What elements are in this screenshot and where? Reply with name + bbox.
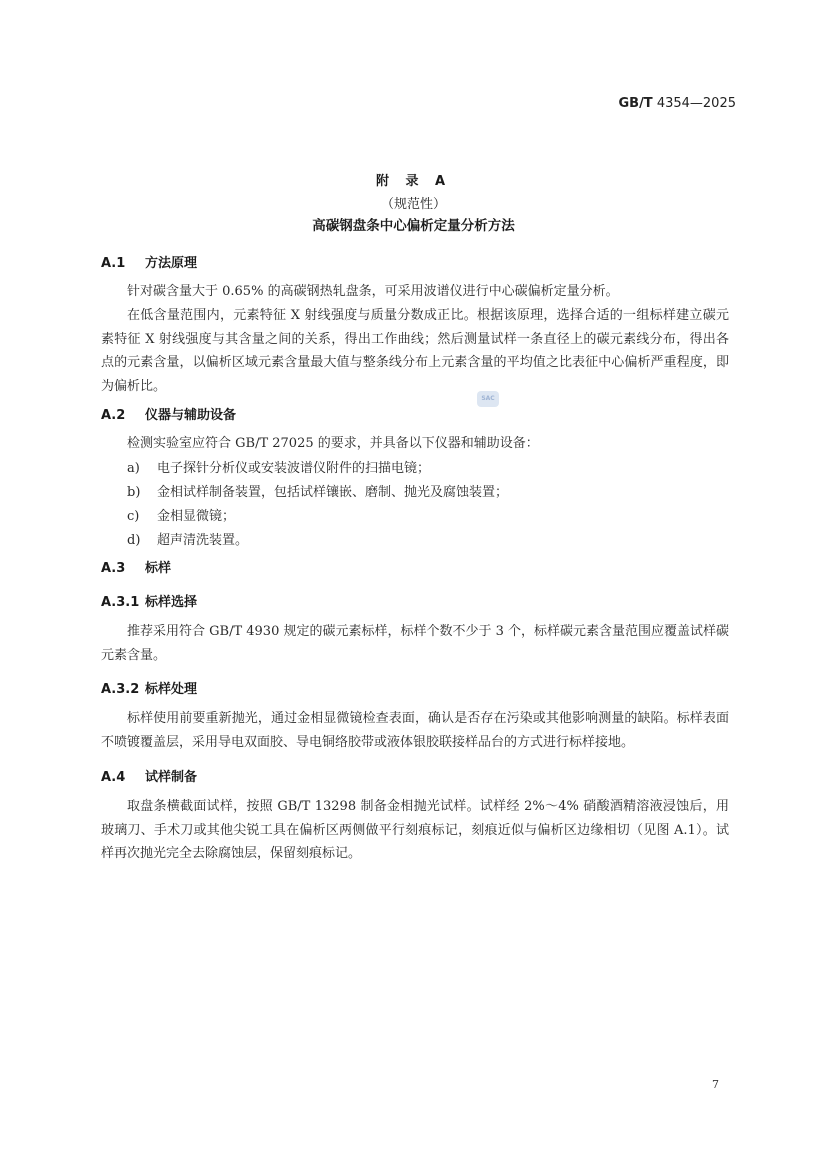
list-item: a) 电子探针分析仪或安装波谱仪附件的扫描电镜； <box>127 461 431 476</box>
section-a4-p1: 取盘条横截面试样，按照 GB/T 13298 制备金相抛光试样。试样经 2%～4% 硝酸酒精溶液浸蚀后，用玻璃刀、手术刀或其他尖锐工具在偏析区两侧做平行刻痕标记，刻痕近似与偏析区边缘相切（见图 A.1）。试样再次抛光完全去除腐蚀层，保留刻痕标记。 <box>101 799 729 861</box>
section-a32-p1: 标样使用前要重新抛光，通过金相显微镜检查表面，确认是否存在污染或其他影响测量的缺陷。标样表面不喷镀覆盖层，采用导电双面胶、导电铜络胶带或液体银胶联接样品台的方式进行标样接地。 <box>101 711 729 750</box>
sac-watermark-logo: SAC <box>477 391 499 407</box>
list-item: c) 金相显微镜； <box>127 509 236 524</box>
section-a31-p1: 推荐采用符合 GB/T 4930 规定的碳元素标样，标样个数不少于 3 个，标样碳元素含量范围应覆盖试样碳元素含量。 <box>101 624 730 663</box>
annex-title: 附 录 A <box>375 174 452 189</box>
section-a32-heading: A.3.2 标样处理 <box>101 682 198 697</box>
section-a1-heading: A.1 方法原理 <box>101 256 198 271</box>
list-item: d) 超声清洗装置。 <box>127 533 249 548</box>
section-a3-heading: A.3 标样 <box>101 561 172 576</box>
section-a4-heading: A.4 试样制备 <box>101 770 198 785</box>
section-a2-heading: A.2 仪器与辅助设备 <box>101 408 237 423</box>
annex-name: 高碳钢盘条中心偏析定量分析方法 <box>312 218 515 234</box>
list-item: b) 金相试样制备装置，包括试样镶嵌、磨制、抛光及腐蚀装置； <box>127 485 509 500</box>
page-number: 7 <box>712 1078 719 1091</box>
section-a1-p2: 在低含量范围内，元素特征 X 射线强度与质量分数成正比。根据该原理，选择合适的一组标样建立碳元素特征 X 射线强度与其含量之间的关系，得出工作曲线；然后测量试样一条直径上的碳元素线分布，得出各点的元素含量，以偏析区域元素含量最大值与整条线分布上元素含量的平均值之比表征中心偏析严重程度，即为偏析比。 <box>101 308 729 394</box>
section-a31-heading: A.3.1 标样选择 <box>101 595 198 610</box>
annex-type: （规范性） <box>380 197 446 212</box>
section-a2-intro: 检测实验室应符合 GB/T 27025 的要求，并具备以下仪器和辅助设备： <box>127 436 539 451</box>
section-a1-p1: 针对碳含量大于 0.65% 的高碳钢热轧盘条，可采用波谱仪进行中心碳偏析定量分析。 <box>127 284 619 299</box>
standard-number: GB/T 4354—2025 <box>618 96 736 111</box>
